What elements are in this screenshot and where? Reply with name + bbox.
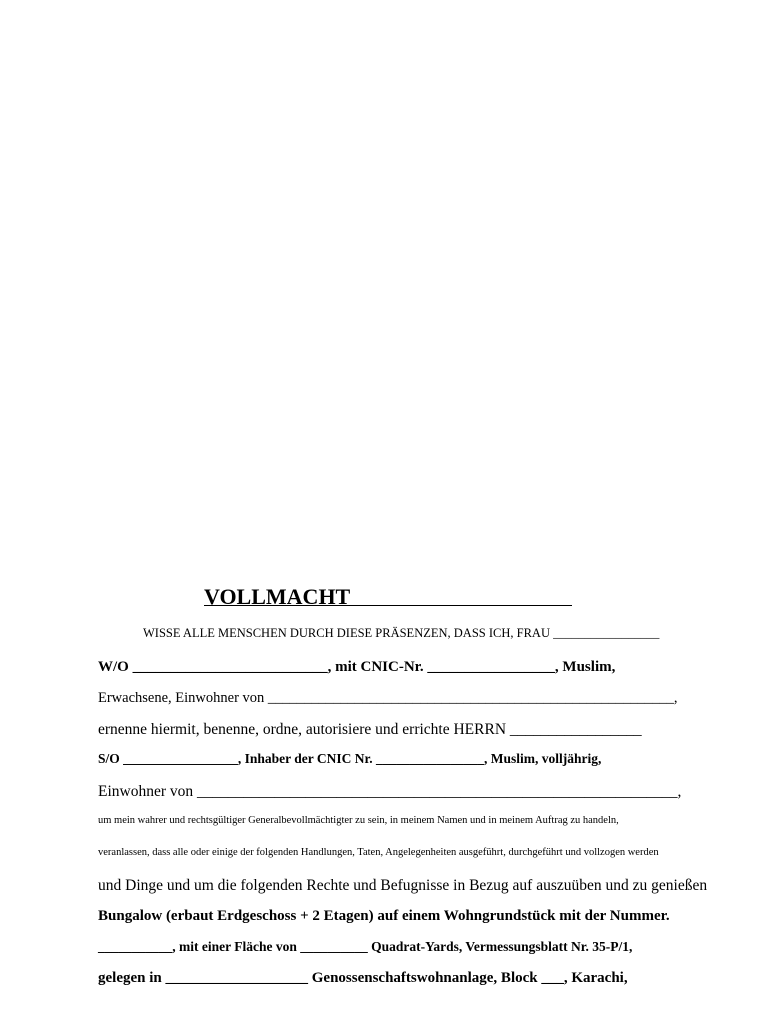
document-title: VOLLMACHT bbox=[204, 584, 351, 609]
location-line: gelegen in ___________________ Genossenschaftswohnanlage, Block ___, Karachi, bbox=[98, 970, 628, 986]
resident-of-line: Einwohner von ______________________________________________________________, bbox=[98, 783, 682, 800]
wife-of-line: W/O __________________________, mit CNIC-Nr. _________________, Muslim, bbox=[98, 659, 616, 675]
intro-line: WISSE ALLE MENSCHEN DURCH DIESE PRÄSENZEN, DASS ICH, FRAU _________________ bbox=[143, 626, 660, 640]
area-line: ___________, mit einer Fläche von __________ Quadrat-Yards, Vermessungsblatt Nr. 35-P/1, bbox=[98, 939, 633, 954]
attorney-line: um mein wahrer und rechtsgültiger Generalbevollmächtigter zu sein, in meinem Namen und in meinem Auftrag zu handeln, bbox=[98, 815, 619, 826]
title-underline bbox=[204, 605, 572, 606]
appoint-line: ernenne hiermit, benenne, ordne, autorisiere und errichte HERRN _________________ bbox=[98, 721, 642, 738]
rights-line: und Dinge und um die folgenden Rechte und Befugnisse in Bezug auf auszuüben und zu genießen bbox=[98, 877, 708, 894]
resident-line: Erwachsene, Einwohner von ________________________________________________________, bbox=[98, 690, 678, 706]
property-line: Bungalow (erbaut Erdgeschoss + 2 Etagen) auf einem Wohngrundstück mit der Nummer. bbox=[98, 908, 670, 924]
son-of-line: S/O _________________, Inhaber der CNIC Nr. ________________, Muslim, volljährig, bbox=[98, 751, 602, 766]
acts-line: veranlassen, dass alle oder einige der folgenden Handlungen, Taten, Angelegenheiten ausgeführt, durchgeführt und vollzogen werden bbox=[98, 847, 659, 858]
